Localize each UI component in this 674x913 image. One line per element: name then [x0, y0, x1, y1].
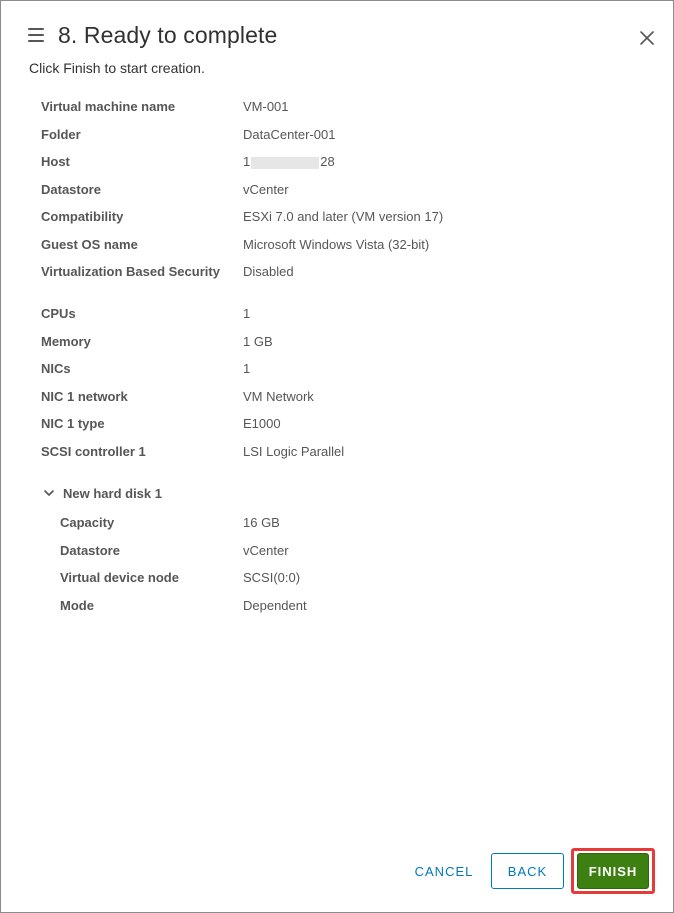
property-row	[41, 387, 641, 415]
property-row	[41, 332, 641, 360]
property-value: 1	[243, 306, 251, 321]
property-label: NIC 1 type	[41, 416, 105, 431]
dialog-subtitle: Click Finish to start creation.	[29, 60, 205, 76]
dialog-header	[28, 19, 277, 51]
property-row	[41, 414, 641, 442]
property-row	[60, 568, 640, 596]
hard-disk-properties	[60, 513, 640, 623]
property-row	[60, 596, 640, 624]
host-value-prefix: 1	[243, 154, 251, 169]
property-label: Datastore	[60, 542, 120, 558]
property-row	[60, 541, 640, 569]
property-row	[41, 180, 641, 208]
property-row	[41, 235, 641, 263]
property-label: Virtualization Based Security	[41, 264, 220, 279]
hard-disk-toggle[interactable]	[41, 483, 641, 503]
dialog-footer	[1, 849, 673, 897]
hard-disk-section	[41, 483, 641, 613]
property-value: 16 GB	[243, 515, 280, 530]
property-label: SCSI controller 1	[41, 443, 146, 459]
property-row	[41, 152, 641, 180]
property-value: 1	[243, 361, 251, 376]
property-value: vCenter	[243, 181, 289, 197]
property-value: LSI Logic Parallel	[243, 443, 345, 459]
property-value: 1 GB	[243, 333, 273, 349]
property-row	[41, 97, 641, 125]
property-row	[60, 513, 640, 541]
properties-list	[41, 97, 641, 469]
close-icon[interactable]	[639, 30, 655, 46]
redacted-block	[251, 157, 319, 169]
host-value	[243, 154, 335, 178]
property-label: Folder	[41, 126, 81, 142]
hamburger-menu-icon[interactable]	[28, 28, 44, 42]
chevron-down-icon	[43, 487, 55, 499]
property-value: E1000	[243, 416, 281, 431]
property-row	[41, 359, 641, 387]
property-row	[41, 125, 641, 153]
property-row	[41, 262, 641, 304]
property-label: Guest OS name	[41, 236, 138, 252]
property-value: Microsoft Windows Vista (32-bit)	[243, 236, 430, 252]
property-value: VM Network	[243, 388, 314, 404]
back-button[interactable]: BACK	[491, 853, 564, 889]
property-value: ESXi 7.0 and later (VM version 17)	[243, 209, 444, 224]
property-value: Dependent	[243, 597, 307, 613]
property-value: SCSI(0:0)	[243, 570, 301, 585]
property-row	[41, 207, 641, 235]
property-value: DataCenter-001	[243, 126, 336, 142]
property-label: NICs	[41, 361, 71, 376]
property-label: Compatibility	[41, 209, 124, 224]
dialog-title: 8. Ready to complete	[58, 21, 278, 48]
property-value: vCenter	[243, 542, 289, 558]
host-value-suffix: 28	[320, 154, 335, 169]
property-label: Mode	[60, 597, 94, 613]
property-label: Virtual device node	[60, 570, 179, 585]
property-label: Virtual machine name	[41, 99, 176, 114]
finish-button[interactable]: FINISH	[577, 853, 649, 889]
property-row	[41, 304, 641, 332]
property-label: Capacity	[60, 515, 115, 530]
property-label: Host	[41, 154, 70, 169]
property-row	[41, 442, 641, 470]
cancel-button[interactable]: CANCEL	[409, 853, 479, 889]
property-label: Memory	[41, 333, 91, 349]
property-label: Datastore	[41, 181, 101, 197]
property-value: Disabled	[243, 264, 294, 279]
property-label: NIC 1 network	[41, 388, 128, 404]
property-label: CPUs	[41, 306, 76, 321]
property-value: VM-001	[243, 99, 289, 114]
hard-disk-title: New hard disk 1	[63, 485, 162, 501]
